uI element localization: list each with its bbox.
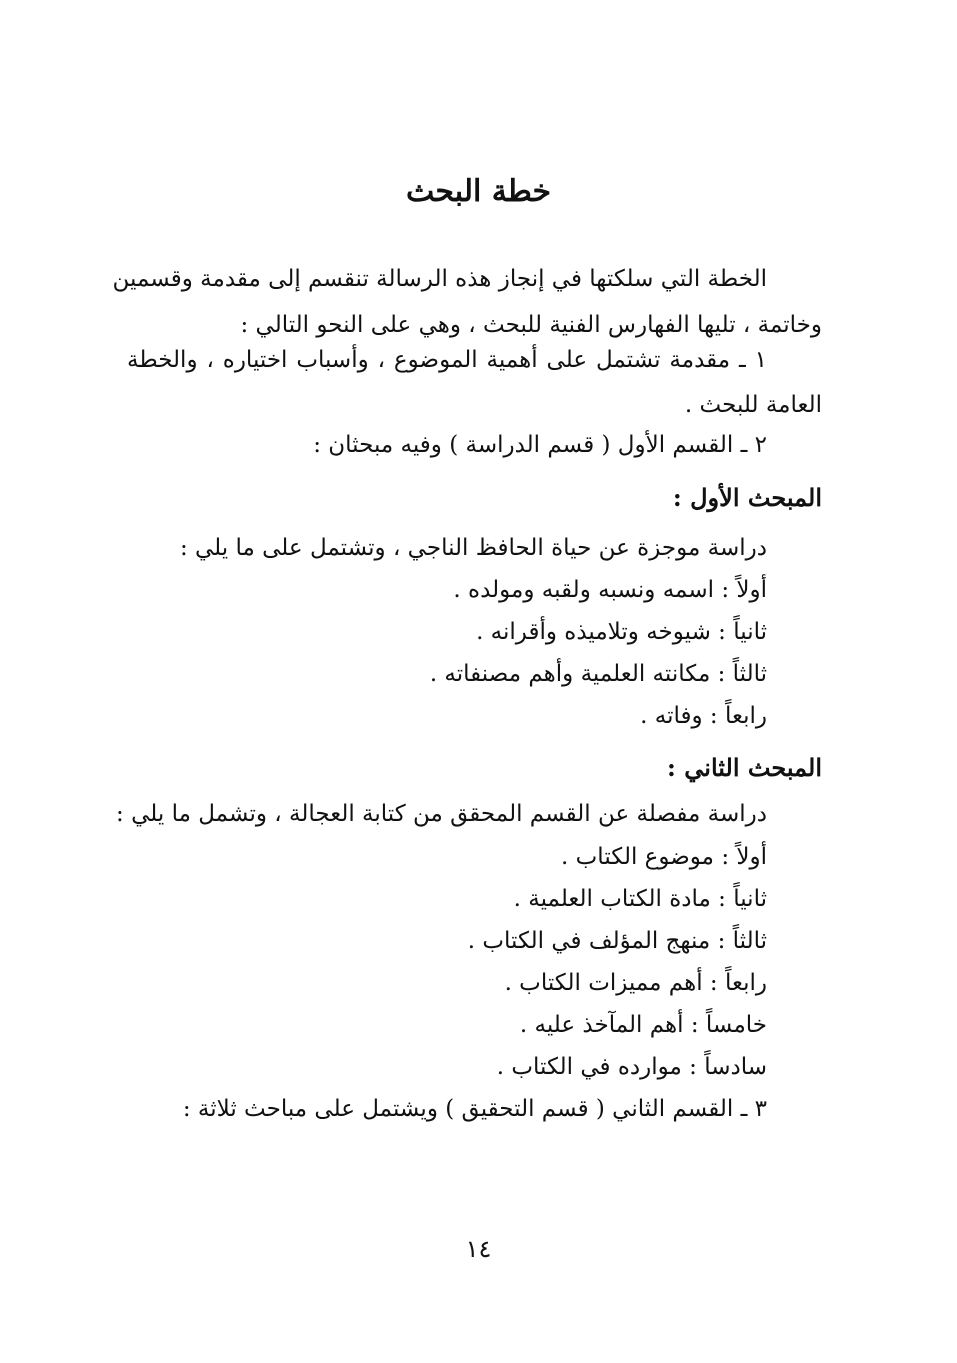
intro-line-1: الخطة التي سلكتها في إنجاز هذه الرسالة تنقسم إلى مقدمة وقسمين (112, 266, 767, 292)
section-2-point: رابعاً : أهم مميزات الكتاب . (504, 970, 767, 996)
section-1-point: أولاً : اسمه ونسبه ولقبه ومولده . (453, 577, 767, 603)
page-number: ١٤ (465, 1235, 492, 1263)
item-1-line-2: العامة للبحث . (684, 392, 822, 418)
item-2: ٢ ـ القسم الأول ( قسم الدراسة ) وفيه مبحثان : (313, 432, 767, 458)
section-1-point: ثالثاً : مكانته العلمية وأهم مصنفاته . (429, 661, 767, 687)
page-title: خطة البحث (405, 174, 552, 209)
section-1-point: ثانياً : شيوخه وتلاميذه وأقرانه . (476, 619, 767, 645)
section-2-intro: دراسة مفصلة عن القسم المحقق من كتابة العجالة ، وتشمل ما يلي : (116, 801, 767, 827)
section-1-point: رابعاً : وفاته . (640, 703, 767, 729)
section-2-point: ثالثاً : منهج المؤلف في الكتاب . (467, 928, 767, 954)
section-2-point: سادساً : موارده في الكتاب . (496, 1054, 767, 1080)
section-1-intro: دراسة موجزة عن حياة الحافظ الناجي ، وتشتمل على ما يلي : (179, 535, 767, 561)
section-2-point: خامساً : أهم المآخذ عليه . (519, 1012, 767, 1038)
item-1-line-1: ١ ـ مقدمة تشتمل على أهمية الموضوع ، وأسباب اختياره ، والخطة (127, 347, 767, 373)
section-1-heading: المبحث الأول : (672, 483, 822, 512)
intro-line-2: وخاتمة ، تليها الفهارس الفنية للبحث ، وهي على النحو التالي : (240, 312, 822, 338)
item-3: ٣ ـ القسم الثاني ( قسم التحقيق ) ويشتمل على مباحث ثلاثة : (182, 1096, 767, 1122)
section-2-point: أولاً : موضوع الكتاب . (561, 844, 767, 870)
section-2-point: ثانياً : مادة الكتاب العلمية . (513, 886, 767, 912)
section-2-heading: المبحث الثاني : (667, 753, 822, 782)
